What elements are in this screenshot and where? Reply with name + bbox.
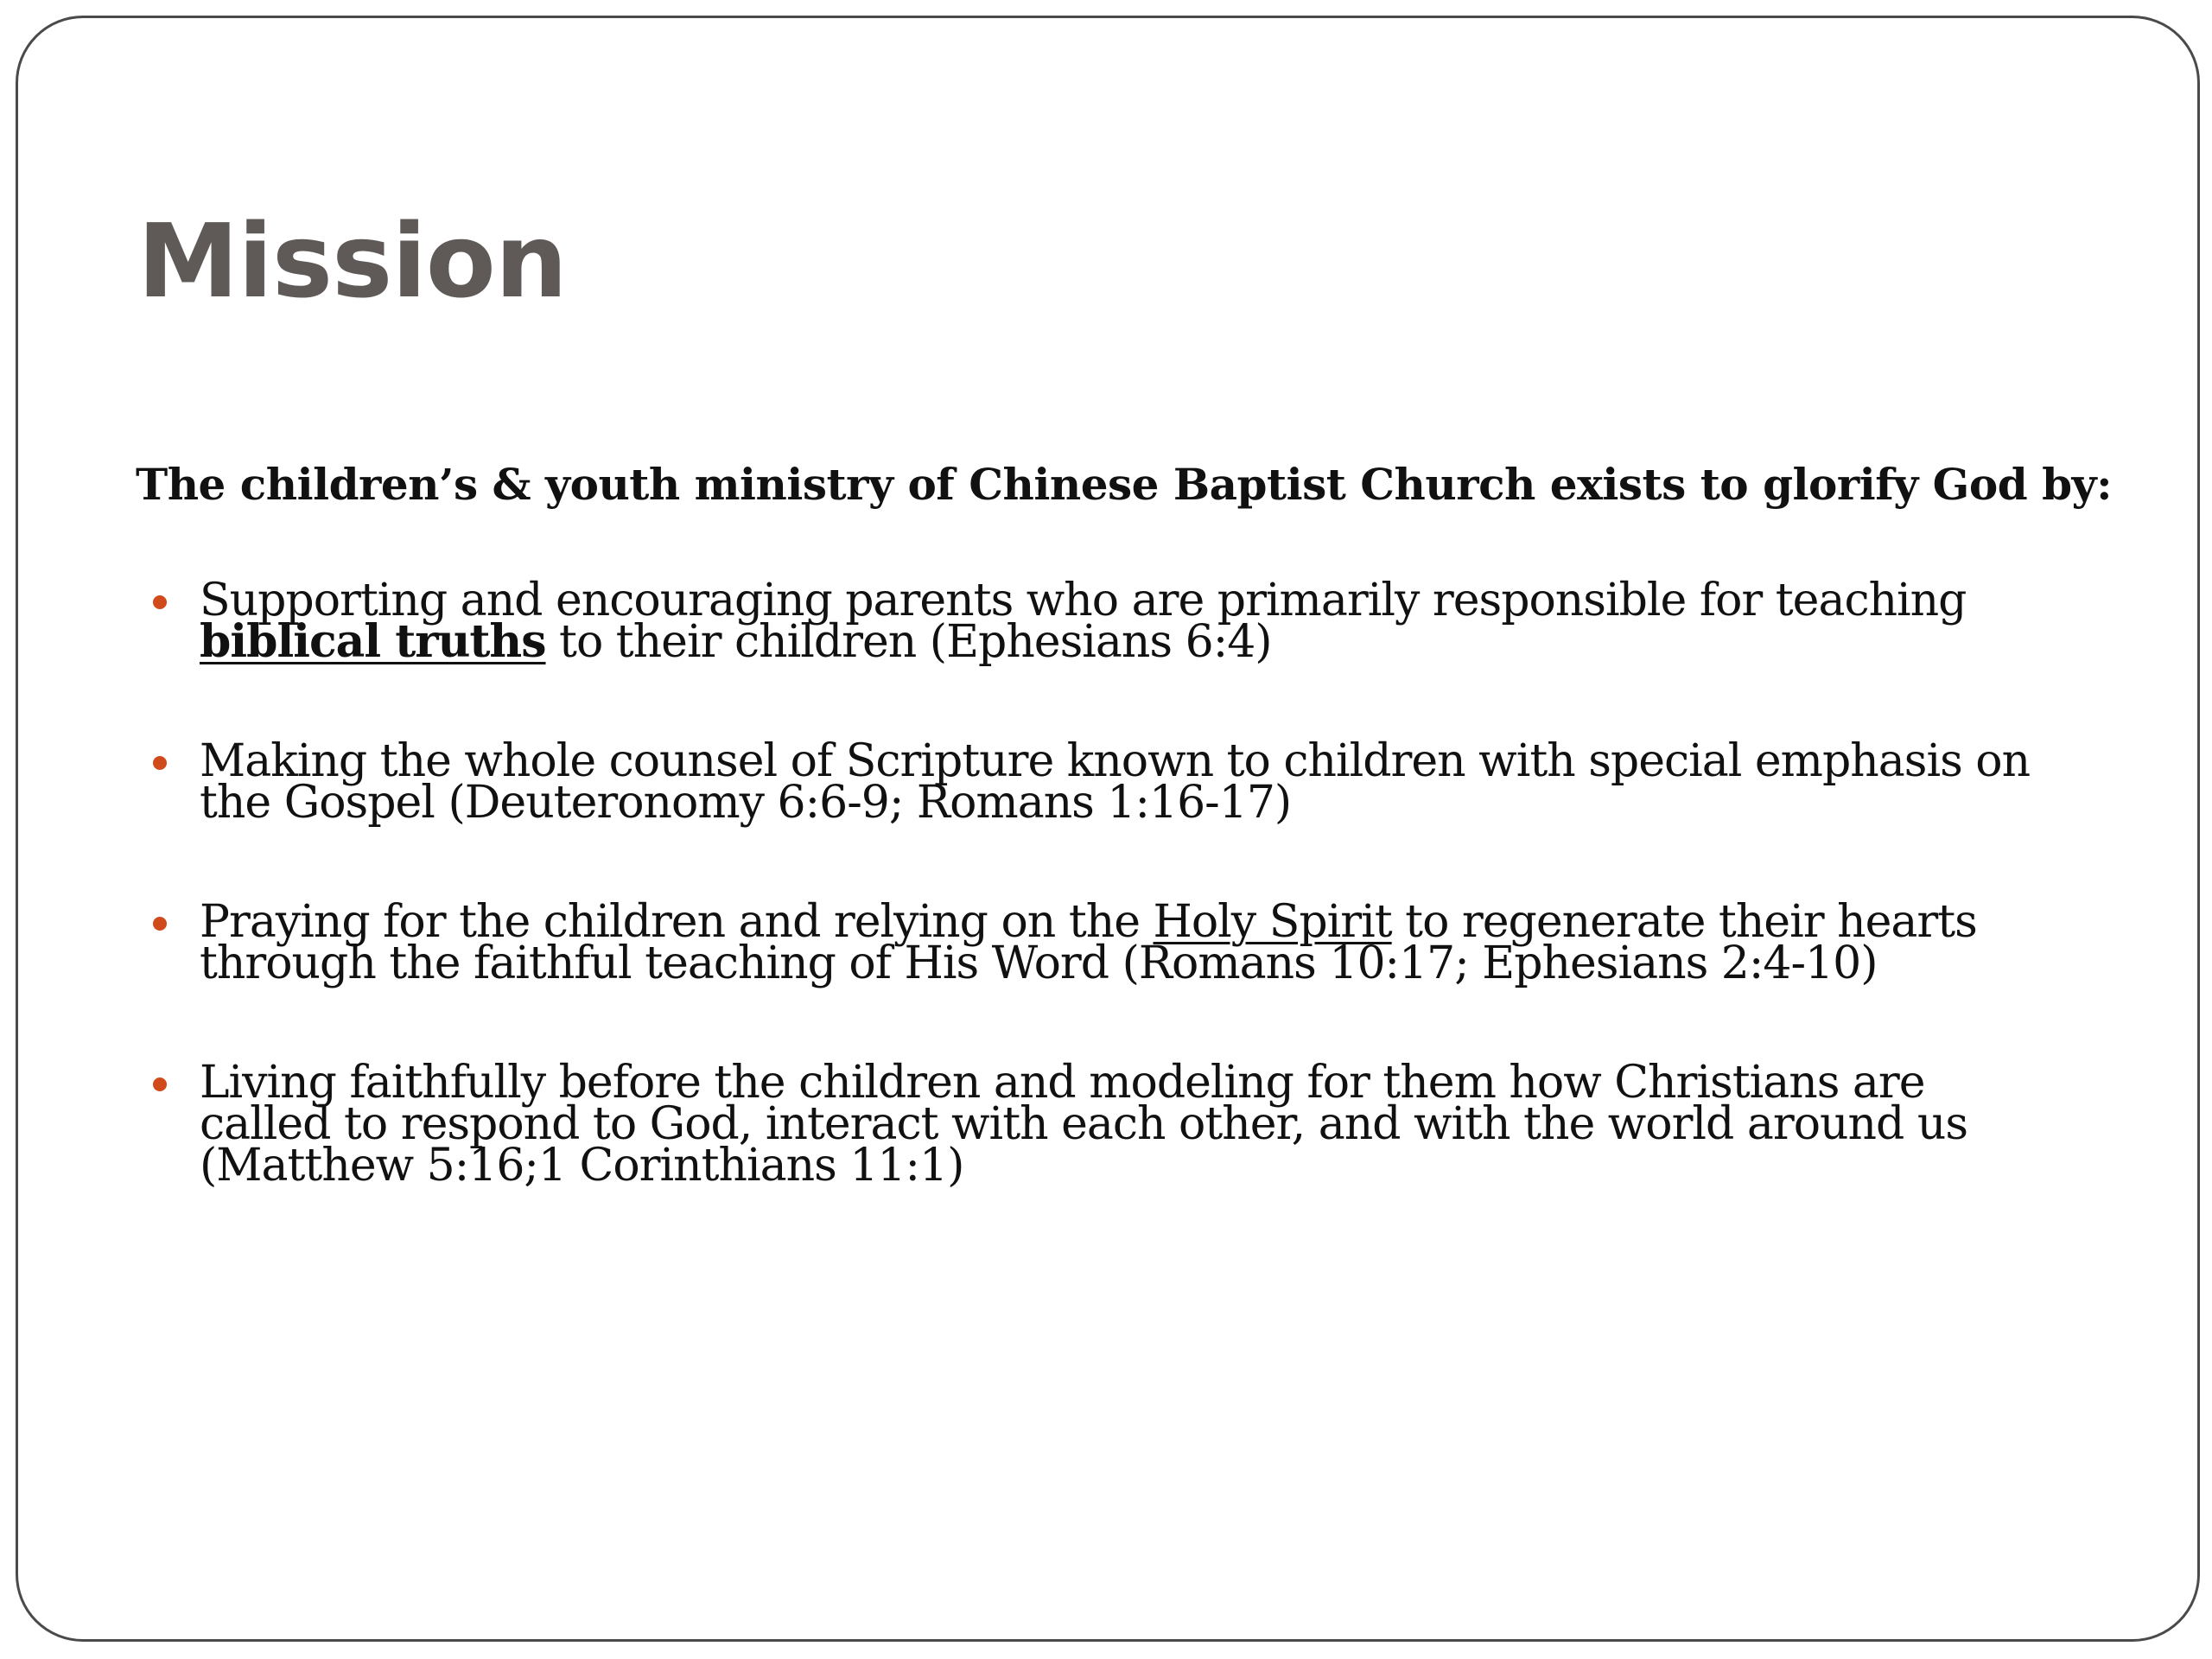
bullet-icon [153,756,167,770]
bullet-3-line-2: through the faithful teaching of His Word (Romans 10:17; Ephesians 2:4-10) [200,938,1878,989]
bullet-list [18,18,2197,1639]
bullet-1-line-1: Supporting and encouraging parents who are primarily responsible for teaching [200,575,1967,626]
list-item [200,735,2118,829]
bullet-2-line-2: the Gospel (Deuteronomy 6:6-9; Romans 1:16-17) [200,777,1292,829]
list-item [200,1057,2118,1192]
intro-statement: The children’s & youth ministry of Chinese Baptist Church exists to glorify God by: [136,459,2113,510]
bullet-icon [153,1077,167,1091]
bullet-3-line-1-post: to regenerate their hearts [1391,896,1977,948]
bullet-3-line-1-pre: Praying for the children and relying on the [200,896,1154,948]
list-item [200,575,2118,668]
bullet-1-line-2 [200,615,2118,668]
slide-title: Mission [137,201,567,321]
bullet-4-line-2: called to respond to God, interact with each other, and with the world around us [200,1098,1968,1150]
bullet-3-line-1 [200,896,2118,948]
holy-spirit-link[interactable]: Holy Spirit [1153,896,1392,948]
bullet-2-line-1: Making the whole counsel of Scripture known to children with special emphasis on [200,735,2031,787]
bullet-icon [153,595,167,609]
slide-frame [16,16,2200,1642]
bullet-4-line-1: Living faithfully before the children and modeling for them how Christians are [200,1057,1925,1109]
bullet-icon [153,917,167,931]
bullet-4-line-3: (Matthew 5:16;1 Corinthians 11:1) [200,1140,964,1192]
bullet-1-line-2-rest: to their children (Ephesians 6:4) [545,616,1272,668]
biblical-truths-link[interactable]: biblical truths [200,615,546,668]
list-item [200,896,2118,989]
